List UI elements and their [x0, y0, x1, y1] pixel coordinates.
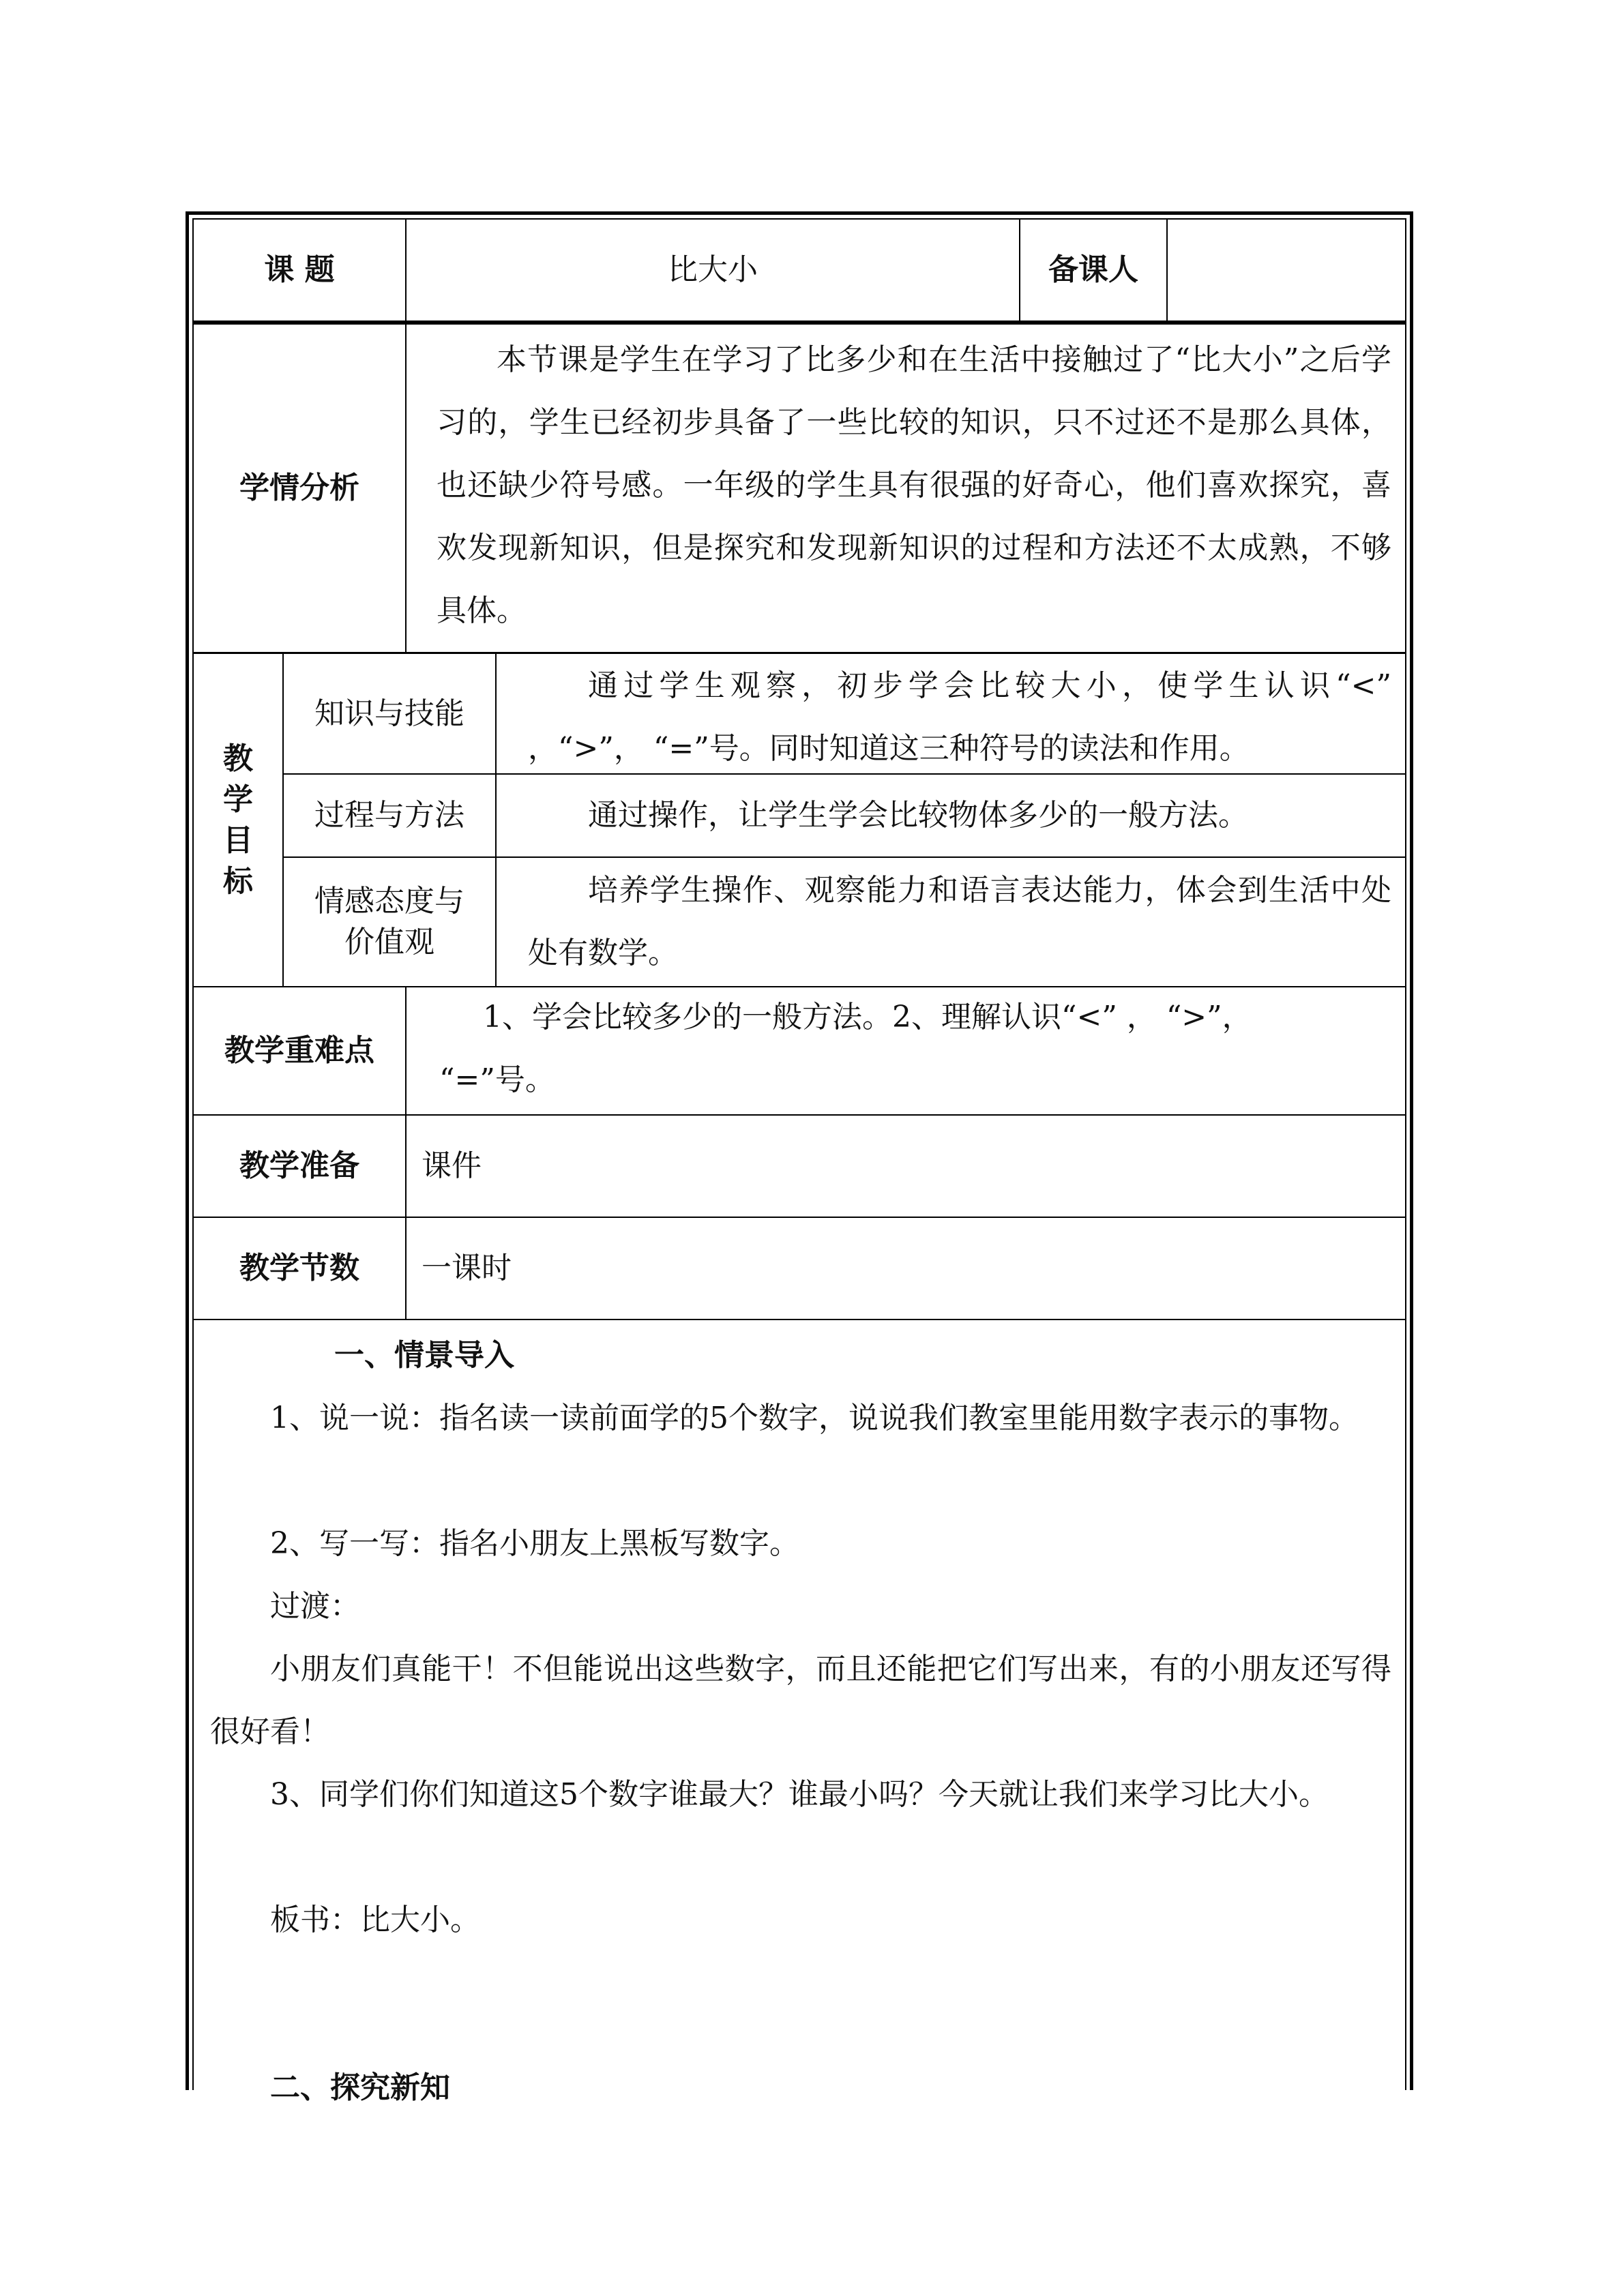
objectives-label-char: 教 — [223, 741, 253, 776]
body-paragraph: 小朋友们真能干！不但能说出这些数字，而且还能把它们写出来，有的小朋友还写得很好看！ — [210, 1652, 1391, 1749]
objectives-label — [194, 654, 282, 986]
objective-attitude-label-line: 价值观 — [344, 925, 434, 959]
preparer-value — [1168, 220, 1405, 320]
objective-attitude-text: 培养学生操作、观察能力和语言表达能力，体会到生活中处处有数学。 — [528, 873, 1391, 970]
body-paragraph: 过渡： — [270, 1589, 360, 1624]
row-divider — [192, 1319, 1406, 1320]
objective-knowledge-text: 通过学生观察，初步学会比较大小，使学生认识“<” ，“>”， “=”号。同时知道这三种符号的读法和作用。 — [528, 668, 1391, 766]
key-points-label: 教学重难点 — [224, 1033, 374, 1068]
topic-value: 比大小 — [668, 252, 758, 287]
topic-label: 课 题 — [264, 252, 335, 287]
objective-attitude-label-line: 情感态度与 — [314, 884, 464, 919]
analysis-text: 本节课是学生在学习了比多少和在生活中接触过了“比大小”之后学习的，学生已经初步具备了一些比较的知识，只不过还不是那么具体，也还缺少符号感。一年级的学生具有很强的好奇心，他们喜欢探究，喜欢发现新知识，但是探究和发现新知识的过程和方法还不太成熟，不够具体。 — [437, 342, 1391, 628]
body-paragraph: 3、同学们你们知道这5个数字谁最大？谁最小吗？今天就让我们来学习比大小。 — [270, 1777, 1329, 1812]
preparer-label: 备课人 — [1048, 252, 1138, 287]
body-paragraph: 板书：比大小。 — [270, 1903, 480, 1937]
objective-process-label: 过程与方法 — [314, 798, 464, 833]
section-title-intro: 一、情景导入 — [334, 1338, 514, 1373]
col-divider — [405, 987, 407, 1319]
preparation-value: 课件 — [422, 1148, 482, 1183]
body-paragraph: 2、写一写：指名小朋友上黑板写数字。 — [270, 1526, 799, 1561]
preparation-label: 教学准备 — [239, 1148, 359, 1183]
key-points-line1: 1、学会比较多少的一般方法。2、理解认识“<” ， “>”， — [483, 1000, 1252, 1034]
objectives-label-char: 目 — [223, 822, 253, 858]
objective-process-text: 通过操作，让学生学会比较物体多少的一般方法。 — [588, 798, 1248, 833]
key-points-line2: “=”号。 — [439, 1062, 555, 1097]
analysis-label: 学情分析 — [239, 471, 359, 505]
objective-knowledge-label: 知识与技能 — [314, 696, 464, 731]
section-title-explore: 二、探究新知 — [270, 2070, 450, 2105]
col-divider — [495, 654, 497, 986]
periods-label: 教学节数 — [239, 1251, 359, 1285]
objectives-label-char: 标 — [223, 863, 253, 899]
objectives-label-char: 学 — [223, 781, 253, 817]
objective-attitude-label — [284, 858, 495, 986]
periods-value: 一课时 — [422, 1251, 512, 1285]
lesson-plan-document — [186, 211, 1413, 2105]
body-paragraph: 1、说一说：指名读一读前面学的5个数字，说说我们教室里能用数字表示的事物。 — [270, 1401, 1359, 1435]
col-divider — [405, 325, 407, 652]
